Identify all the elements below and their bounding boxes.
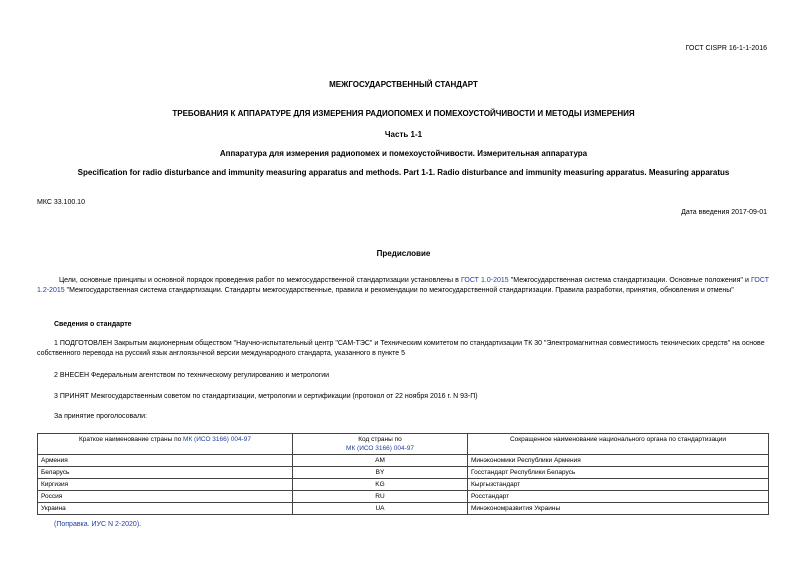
- voted-label: За принятие проголосовали:: [54, 413, 147, 420]
- part-number: Часть 1-1: [384, 130, 423, 139]
- about-standard-title: Сведения о стандарте: [54, 321, 132, 328]
- table-row: [38, 479, 769, 491]
- subtitle-ru: Аппаратура для измерения радиопомех и помехоустойчивости. Измерительная аппаратура: [219, 149, 588, 158]
- table-row: [38, 455, 769, 467]
- cell-country: Киргизия: [38, 479, 293, 491]
- mk-iso-code-link[interactable]: МК (ИСО 3166) 004-97: [346, 445, 414, 452]
- item-1-prepared: 1 ПОДГОТОВЛЕН Закрытым акционерным обществом "Научно-испытательный центр "САМ-ТЭС" и Техническим комитетом по стандартизации ТК 30 "Электромагнитная совместимость технических средств" на основе собственного перевода на русский язык англоязычной версии международного стандарта, указанного в пункте 5: [37, 340, 765, 357]
- cell-org: Кыргызстандарт: [468, 479, 769, 491]
- cell-code: AM: [293, 455, 468, 467]
- header-code-text: Код страны по: [358, 436, 402, 443]
- cell-country: Армения: [38, 455, 293, 467]
- amendment-tail: .: [139, 521, 142, 528]
- preface-text-c: "Межгосударственная система стандартизации. Стандарты межгосударственные, правила и рекомендации по межгосударственной стандартизации. Правила разработки, принятия, обновления и отмены": [64, 287, 734, 294]
- cell-org: Минэкономразвития Украины: [468, 503, 769, 515]
- preface-text-a: Цели, основные принципы и основной порядок проведения работ по межгосударственной стандартизации установлены в: [59, 277, 461, 284]
- header-country-text: Краткое наименование страны по: [79, 436, 184, 443]
- cell-code: BY: [293, 467, 468, 479]
- item-3-adopted: 3 ПРИНЯТ Межгосударственным советом по стандартизации, метрологии и сертификации (протокол от 22 ноября 2016 г. N 93-П): [54, 393, 478, 400]
- document-code: ГОСТ CISPR 16-1-1-2016: [685, 45, 767, 52]
- gost-1-0-2015-link[interactable]: ГОСТ 1.0-2015: [460, 277, 509, 284]
- item-2-submitted: 2 ВНЕСЕН Федеральным агентством по техническому регулированию и метрологии: [54, 372, 330, 379]
- subtitle-en: Specification for radio disturbance and immunity measuring apparatus and methods. Part 1-1. Radio disturbance and immunity measuring apparatus. Measuring apparatus: [77, 168, 730, 177]
- preface-title: Предисловие: [376, 249, 431, 258]
- header-org: Сокращенное наименование национального органа по стандартизации: [468, 434, 769, 455]
- cell-org: Росстандарт: [468, 491, 769, 503]
- standard-type-title: МЕЖГОСУДАРСТВЕННЫЙ СТАНДАРТ: [329, 80, 478, 89]
- amendment-note: [54, 520, 141, 530]
- cell-code: UA: [293, 503, 468, 515]
- gost-1-2-2015-link[interactable]: ГОСТ 1.2-2015: [37, 277, 769, 294]
- table-header-row: [38, 434, 769, 455]
- cell-country: Беларусь: [38, 467, 293, 479]
- mk-iso-link[interactable]: МК (ИСО 3166) 004-97: [183, 436, 251, 443]
- header-code: [293, 434, 468, 455]
- table-row: [38, 503, 769, 515]
- mks-code: МКС 33.100.10: [37, 199, 85, 206]
- table-row: [38, 491, 769, 503]
- cell-code: KG: [293, 479, 468, 491]
- cell-country: Украина: [38, 503, 293, 515]
- main-title: ТРЕБОВАНИЯ К АППАРАТУРЕ ДЛЯ ИЗМЕРЕНИЯ РАДИОПОМЕХ И ПОМЕХОУСТОЙЧИВОСТИ И МЕТОДЫ ИЗМЕРЕНИЯ: [172, 109, 635, 118]
- preface-paragraph: [37, 276, 769, 296]
- voting-table: [37, 433, 769, 515]
- cell-code: RU: [293, 491, 468, 503]
- preface-text-b: "Межгосударственная система стандартизации. Основные положения" и: [508, 277, 752, 284]
- amendment-link[interactable]: (Поправка. ИУС N 2-2020): [54, 521, 140, 528]
- table-row: [38, 467, 769, 479]
- header-country: [38, 434, 293, 455]
- cell-org: Минэкономики Республики Армения: [468, 455, 769, 467]
- cell-org: Госстандарт Республики Беларусь: [468, 467, 769, 479]
- introduction-date: Дата введения 2017-09-01: [681, 209, 767, 216]
- cell-country: Россия: [38, 491, 293, 503]
